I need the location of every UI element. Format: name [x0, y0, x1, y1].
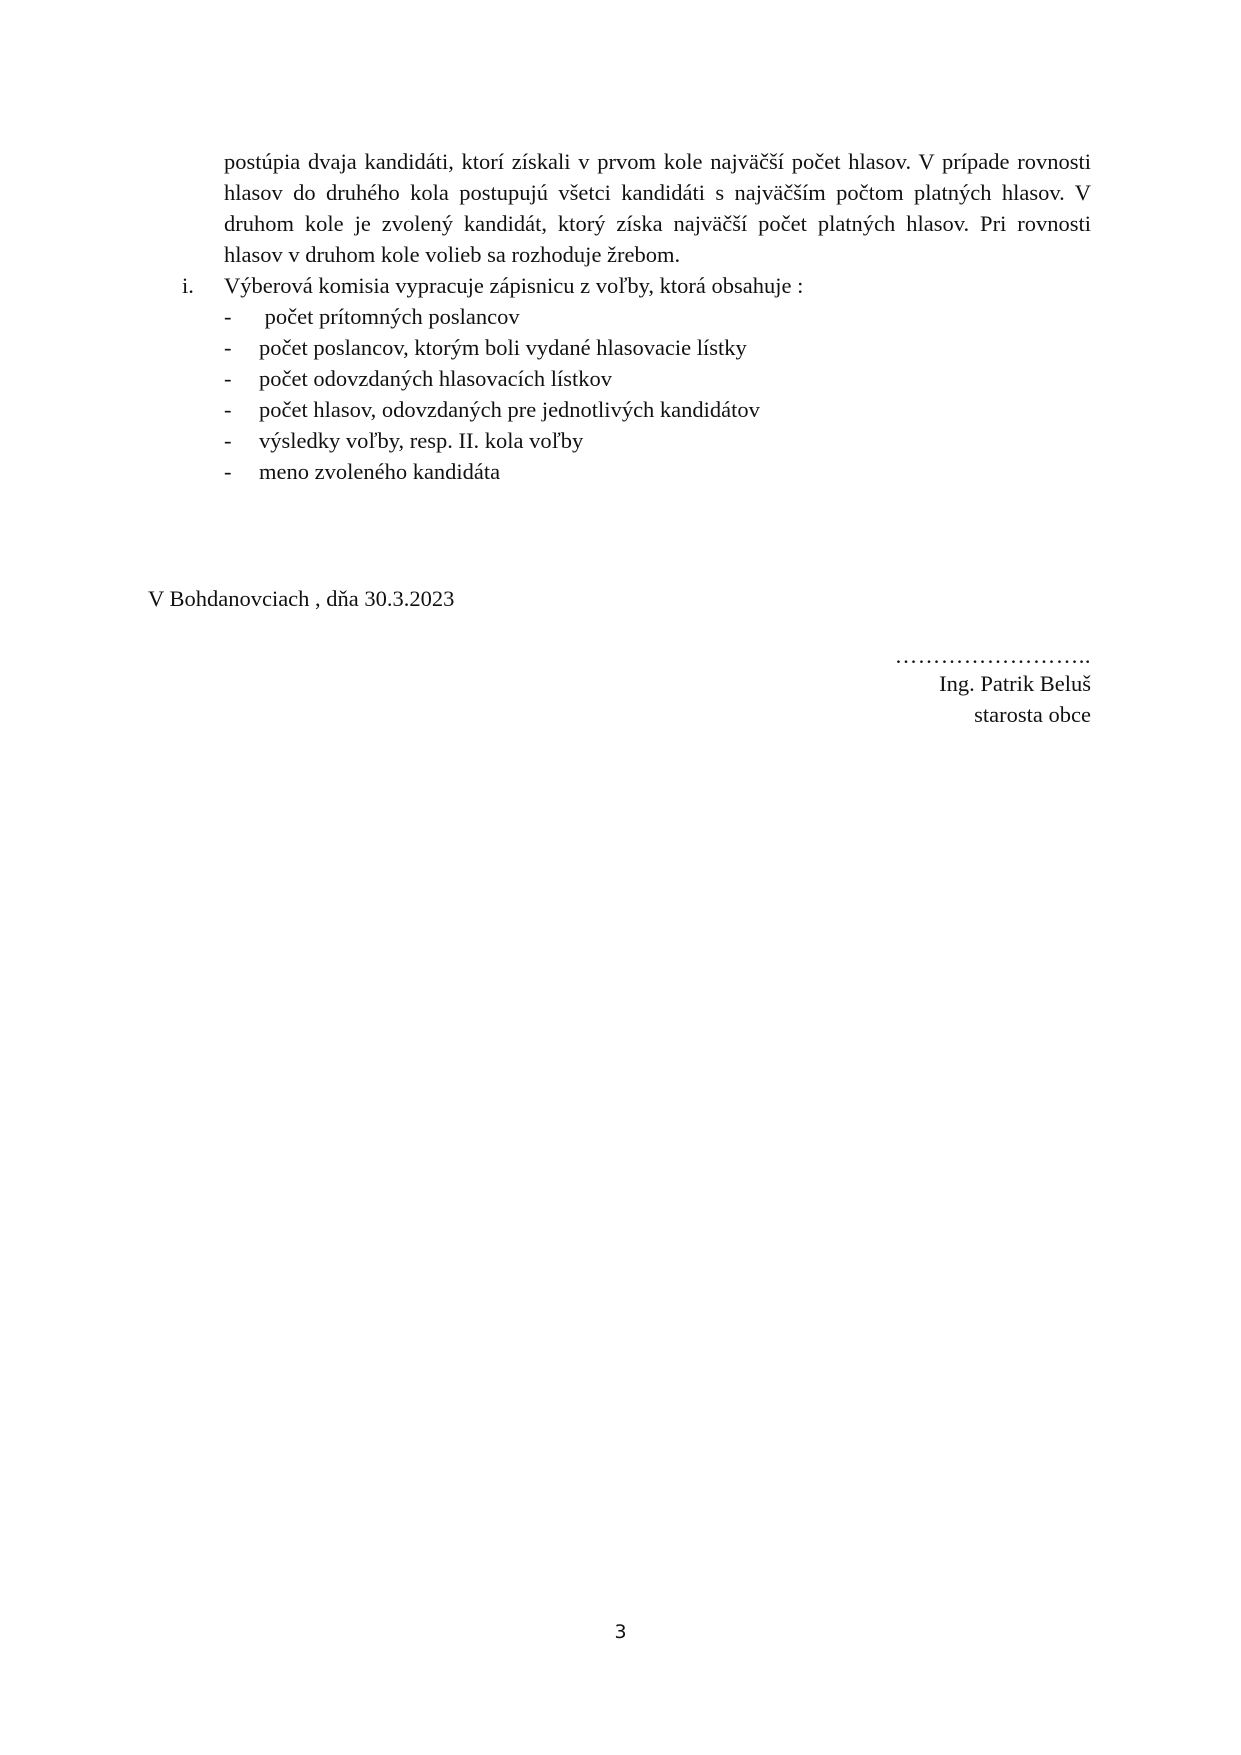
list-item-text: počet hlasov, odovzdaných pre jednotlivých kandidátov: [259, 397, 760, 422]
list-item-text: počet odovzdaných hlasovacích lístkov: [259, 366, 613, 391]
dash-marker: -: [224, 397, 232, 422]
list-item-i: [182, 270, 803, 301]
list-marker: i.: [182, 273, 194, 298]
signature-line: ……………………..: [894, 643, 1091, 668]
dash-marker: -: [224, 459, 232, 484]
dash-marker: -: [224, 366, 232, 391]
list-item: [224, 332, 760, 363]
list-item: [224, 425, 760, 456]
list-item-text: počet poslancov, ktorým boli vydané hlasovacie lístky: [259, 335, 747, 360]
dash-list: [224, 301, 760, 487]
place-and-date: V Bohdanovciach , dňa 30.3.2023: [148, 586, 455, 611]
list-item-text: meno zvoleného kandidáta: [259, 459, 501, 484]
signatory-title: starosta obce: [974, 702, 1091, 727]
dash-marker: -: [224, 335, 232, 360]
list-item: [224, 301, 760, 332]
signature-block: [895, 644, 1091, 730]
list-item: [224, 363, 760, 394]
list-item: [224, 456, 760, 487]
page-number: 3: [614, 1621, 627, 1643]
list-item: [224, 394, 760, 425]
signatory-name: Ing. Patrik Beluš: [939, 671, 1091, 696]
dash-marker: -: [224, 304, 232, 329]
body-paragraph: postúpia dvaja kandidáti, ktorí získali v prvom kole najväčší počet hlasov. V prípade rovnosti hlasov do druhého kola postupujú všetci kandidáti s najväčším počtom platných hlasov. V druhom kole je zvolený kandidát, ktorý získa najväčší počet platných hlasov. Pri rovnosti hlasov v druhom kole volieb sa rozhoduje žrebom.: [224, 149, 1091, 267]
list-item-text: výsledky voľby, resp. II. kola voľby: [259, 428, 584, 453]
list-item-text: Výberová komisia vypracuje zápisnicu z voľby, ktorá obsahuje :: [224, 273, 804, 298]
list-item-text: počet prítomných poslancov: [259, 304, 520, 329]
dash-marker: -: [224, 428, 232, 453]
